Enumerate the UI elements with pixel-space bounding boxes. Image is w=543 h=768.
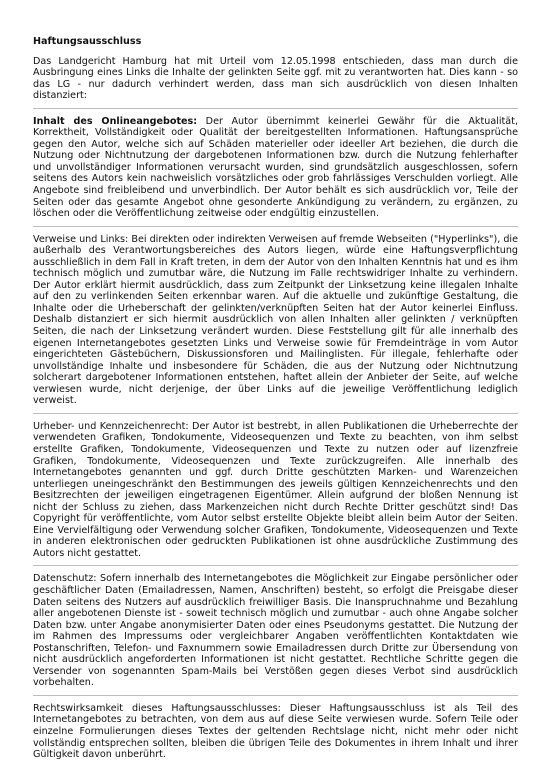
section-divider xyxy=(33,565,518,566)
disclaimer-document xyxy=(33,36,518,761)
section-online-content-heading: Inhalt des Onlineangebotes: xyxy=(33,115,198,127)
section-divider xyxy=(33,413,518,414)
intro-paragraph: Das Landgericht Hamburg hat mit Urteil vom 12.05.1998 entschieden, dass man durch die Ausbringung eines Links die Inhalte der gelinkten Seite ggf. mit zu verantworten hat. Dies kann - so das LG - nur dadurch verhindert werden, dass man sich ausdrücklich von diesen Inhalten distanziert: xyxy=(33,55,518,102)
section-copyright: Urheber- und Kennzeichenrecht: Der Autor ist bestrebt, in allen Publikationen die Urheberrechte der verwendeten Grafiken, Tondokumente, Videosequenzen und Texte zu beachten, von ihm selbst erstellte Grafiken, Tondokumente, Videosequenzen und Texte zu nutzen oder auf lizenzfreie Grafiken, Tondokumente, Videosequenzen und Texte zurückzugreifen. Alle innerhalb des Internetangebotes genannten und ggf. durch Dritte geschützten Marken- und Warenzeichen unterliegen uneingeschränkt den Bestimmungen des jeweils gültigen Kennzeichenrechts und den Besitzrechten der jeweiligen eingetragenen Eigentümer. Allein aufgrund der bloßen Nennung ist nicht der Schluss zu ziehen, dass Markenzeichen nicht durch Rechte Dritter geschützt sind! Das Copyright für veröffentlichte, vom Autor selbst erstellte Objekte bleibt allein beim Autor der Seiten. Eine Vervielfältigung oder Verwendung solcher Grafiken, Tondokumente, Videosequenzen und Texte in anderen elektronischen oder gedruckten Publikationen ist ohne ausdrückliche Zustimmung des Autors nicht gestattet. xyxy=(33,420,518,559)
section-online-content-body: Der Autor übernimmt keinerlei Gewähr für die Aktualität, Korrektheit, Vollständigkeit oder Qualität der bereitgestellten Informationen. Haftungsansprüche gegen den Autor, welche sich auf Schäden materieller oder ideeller Art beziehen, die durch die Nutzung oder Nichtnutzung der dargebotenen Informationen bzw. durch die Nutzung fehlerhafter und unvollständiger Informationen verursacht wurden, sind grundsätzlich ausgeschlossen, sofern seitens des Autors kein nachweislich vorsätzliches oder grob fahrlässiges Verschulden vorliegt. Alle Angebote sind freibleibend und unverbindlich. Der Autor behält es sich ausdrücklich vor, Teile der Seiten oder das gesamte Angebot ohne gesonderte Ankündigung zu verändern, zu ergänzen, zu löschen oder die Veröffentlichung zeitweise oder endgültig einzustellen. xyxy=(33,115,518,220)
section-privacy: Datenschutz: Sofern innerhalb des Internetangebotes die Möglichkeit zur Eingabe persönlicher oder geschäftlicher Daten (Emailadressen, Namen, Anschriften) besteht, so erfolgt die Preisgabe dieser Daten seitens des Nutzers auf ausdrücklich freiwilliger Basis. Die Inanspruchnahme und Bezahlung aller angebotenen Dienste ist - soweit technisch möglich und zumutbar - auch ohne Angabe solcher Daten bzw. unter Angabe anonymisierter Daten oder eines Pseudonyms gestattet. Die Nutzung der im Rahmen des Impressums oder vergleichbarer Angaben veröffentlichten Kontaktdaten wie Postanschriften, Telefon- und Faxnummern sowie Emailadressen durch Dritte zur Übersendung von nicht ausdrücklich angeforderten Informationen ist nicht gestattet. Rechtliche Schritte gegen die Versender von sogenannten Spam-Mails bei Verstößen gegen dieses Verbot sind ausdrücklich vorbehalten. xyxy=(33,573,518,689)
section-divider xyxy=(33,108,518,109)
section-online-content xyxy=(33,116,518,220)
document-title: Haftungsausschluss xyxy=(33,36,142,47)
section-links: Verweise und Links: Bei direkten oder indirekten Verweisen auf fremde Webseiten ("Hyperlinks"), die außerhalb des Verantwortungsbereiches des Autors liegen, würde eine Haftungsverpflichtung ausschließlich in dem Fall in Kraft treten, in dem der Autor von den Inhalten Kenntnis hat und es ihm technisch möglich und zumutbar wäre, die Nutzung im Falle rechtswidriger Inhalte zu verhindern. Der Autor erklärt hiermit ausdrücklich, dass zum Zeitpunkt der Linksetzung keine illegalen Inhalte auf den zu verlinkenden Seiten erkennbar waren. Auf die aktuelle und zukünftige Gestaltung, die Inhalte oder die Urheberschaft der gelinkten/verknüpften Seiten hat der Autor keinerlei Einfluss. Deshalb distanziert er sich hiermit ausdrücklich von allen Inhalten aller gelinkten / verknüpften Seiten, die nach der Linksetzung verändert wurden. Diese Feststellung gilt für alle innerhalb des eigenen Internetangebotes gesetzten Links und Verweise sowie für Fremdeinträge in vom Autor eingerichteten Gästebüchern, Diskussionsforen und Mailinglisten. Für illegale, fehlerhafte oder unvollständige Inhalte und insbesondere für Schäden, die aus der Nutzung oder Nichtnutzung solcherart dargebotener Informationen entstehen, haftet allein der Anbieter der Seite, auf welche verwiesen wurde, nicht derjenige, der über Links auf die jeweilige Veröffentlichung lediglich verweist. xyxy=(33,233,518,407)
section-validity: Rechtswirksamkeit dieses Haftungsausschlusses: Dieser Haftungsausschluss ist als Teil des Internetangebotes zu betrachten, von dem aus auf diese Seite verwiesen wurde. Sofern Teile oder einzelne Formulierungen dieses Textes der geltenden Rechtslage nicht, nicht mehr oder nicht vollständig entsprechen sollten, bleiben die übrigen Teile des Dokumentes in ihrem Inhalt und ihrer Gültigkeit davon unberührt. xyxy=(33,702,518,761)
section-divider xyxy=(33,695,518,696)
section-divider xyxy=(33,226,518,227)
